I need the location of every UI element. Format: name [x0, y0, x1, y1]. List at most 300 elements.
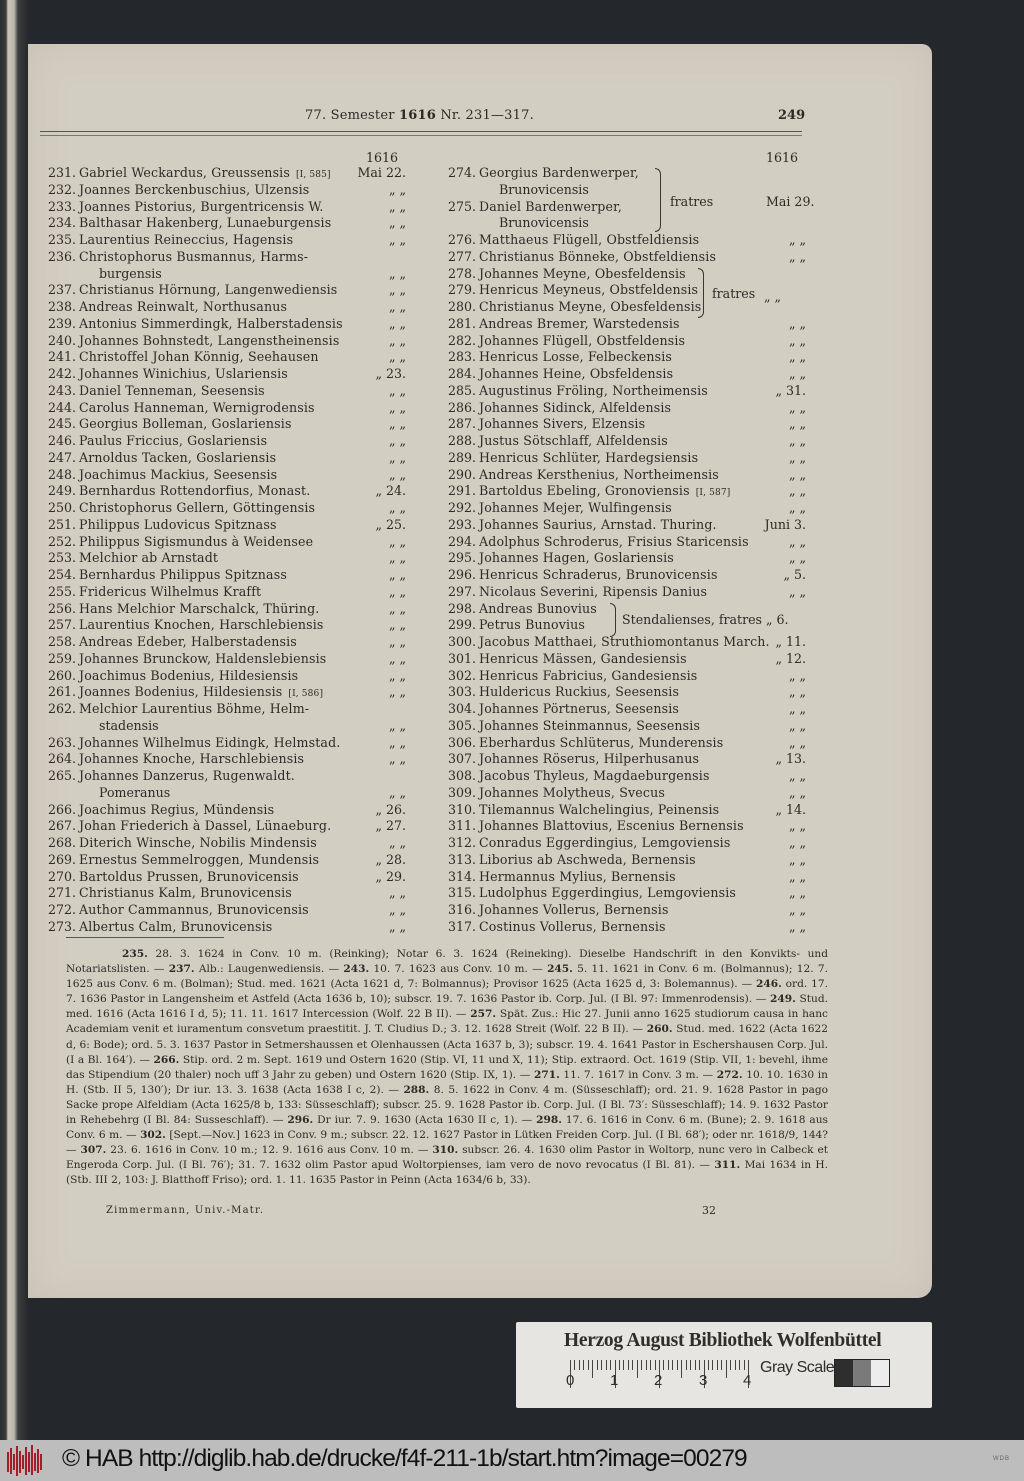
- entry-number: 260.: [47, 667, 76, 683]
- register-entry: [438, 651, 806, 668]
- student-name: Johannes Heine, Obsfeldensis: [479, 366, 674, 381]
- register-entry: [38, 450, 406, 467]
- matriculation-date: „ „: [388, 181, 406, 197]
- register-entry: [438, 249, 806, 266]
- student-name: Matthaeus Flügell, Obstfeldiensis: [479, 232, 700, 247]
- scanned-page: [28, 44, 932, 1298]
- register-entry: [438, 266, 806, 283]
- ruler-tick: [606, 1360, 607, 1370]
- register-entry: [38, 701, 406, 735]
- entry-number: 317.: [447, 918, 476, 934]
- ruler-tick: [628, 1360, 629, 1370]
- student-name: Costinus Vollerus, Bernensis: [479, 918, 666, 934]
- footnotes: [66, 947, 828, 1189]
- matriculation-date: „ „: [388, 650, 406, 666]
- student-name: Andreas Kersthenius, Northeimensis: [479, 466, 719, 482]
- matriculation-date: „ „: [788, 550, 806, 566]
- matriculation-date: „ „: [388, 416, 406, 432]
- entry-number: 258.: [47, 634, 76, 649]
- student-name: Bernhardus Rottendorfius, Monast.: [79, 483, 311, 499]
- hab-logo-icon: [5, 1443, 47, 1477]
- register-entry: [38, 584, 406, 601]
- matriculation-date: „ „: [388, 550, 406, 566]
- entry-number: 303.: [447, 684, 476, 700]
- register-entry: [38, 366, 406, 383]
- entry-number: 289.: [447, 449, 476, 465]
- entry-number: 279.: [447, 282, 476, 298]
- footnote-number: 296.: [287, 1114, 314, 1127]
- matriculation-date: „ „: [388, 299, 406, 314]
- volume-reference: [I, 587]: [695, 488, 731, 499]
- matriculation-date: „ 23.: [375, 366, 406, 381]
- brace-note-278-280: fratres: [712, 286, 756, 301]
- register-entry: [438, 751, 806, 768]
- student-name: Andreas Bremer, Warstedensis: [479, 315, 680, 331]
- gray-scale-label: Gray Scale: [760, 1359, 835, 1376]
- register-entry: [438, 450, 806, 467]
- entry-number: 294.: [447, 533, 476, 549]
- register-entry: [438, 718, 806, 735]
- student-name: Joannes Pistorius, Burgentricensis W.: [79, 198, 324, 214]
- matriculation-date: „ „: [388, 282, 406, 298]
- register-entry: [438, 232, 806, 249]
- register-entry: [38, 232, 406, 249]
- entry-number: 292.: [447, 500, 476, 515]
- ruler-tick: [601, 1360, 602, 1370]
- matriculation-date: „ „: [388, 751, 406, 767]
- register-entry: [38, 500, 406, 517]
- ruler-tick: [663, 1360, 664, 1370]
- ruler-tick: [637, 1360, 638, 1378]
- student-name: Balthasar Hakenberg, Lunaeburgensis: [79, 215, 332, 231]
- matriculation-date: „ „: [788, 583, 806, 599]
- footnote-text: 17. 6. 1616 in Conv. 6 m. (Bune); 2. 9. 1618 aus Conv. 6 m. —: [66, 1114, 828, 1142]
- ruler-tick: [677, 1360, 678, 1370]
- student-name: Ludolphus Eggerdingius, Lemgoviensis: [479, 885, 737, 901]
- matriculation-date: „ 28.: [375, 851, 406, 867]
- matriculation-date: „ „: [788, 533, 806, 549]
- matriculation-date: „ „: [388, 717, 406, 733]
- matriculation-date: „ „: [388, 215, 406, 231]
- ruler-tick: [668, 1360, 669, 1370]
- student-name: Melchior Laurentius Böhme, Helm-: [79, 701, 310, 716]
- matriculation-date: „ „: [788, 483, 806, 499]
- register-entry: [38, 902, 406, 919]
- matriculation-date: „ „: [788, 399, 806, 415]
- ruler-tick: [655, 1360, 656, 1370]
- register-entry: [38, 383, 406, 400]
- matriculation-date: „ „: [788, 851, 806, 867]
- entry-number: 314.: [447, 868, 476, 884]
- entry-number: 276.: [447, 232, 476, 247]
- matriculation-date: „ „: [788, 248, 806, 264]
- left-column-register: [38, 148, 406, 936]
- year-header: 1616: [365, 150, 398, 165]
- matriculation-date: „ „: [788, 885, 806, 901]
- matriculation-date: „ 13.: [775, 751, 806, 767]
- matriculation-date: „ „: [388, 784, 406, 800]
- entry-number: 247.: [47, 449, 76, 465]
- student-name: Johannes Pörtnerus, Seesensis: [479, 701, 680, 716]
- footnote-number: 235.: [122, 948, 148, 960]
- entry-number: 310.: [447, 801, 476, 817]
- entry-number: 288.: [447, 433, 476, 448]
- student-name: Johannes Sidinck, Alfeldensis: [479, 399, 672, 415]
- gray-swatch-dark: [835, 1360, 853, 1386]
- register-entry: [38, 735, 406, 752]
- register-entry: [38, 299, 406, 316]
- footnote-text: 23. 6. 1616 in Conv. 10 m.; 12. 9. 1616 aus Conv. 10 m. —: [110, 1144, 429, 1157]
- student-name: Johannes Mejer, Wulfingensis: [479, 500, 672, 515]
- student-name: Christianus Kalm, Brunovicensis: [79, 885, 292, 901]
- entry-number: 241.: [47, 349, 76, 365]
- brace-date-274-275: Mai 29.: [766, 194, 815, 209]
- entry-number: 297.: [447, 583, 476, 599]
- register-entry: [38, 835, 406, 852]
- printer-line: Zimmermann, Univ.-Matr.: [106, 1205, 265, 1216]
- matriculation-date: „ „: [788, 868, 806, 884]
- matriculation-date: „ „: [788, 684, 806, 700]
- entry-number: 253.: [47, 550, 76, 566]
- matriculation-date: „ 12.: [775, 650, 806, 666]
- running-head: [28, 108, 932, 128]
- entry-number: 237.: [47, 282, 76, 298]
- student-name: Jacobus Thyleus, Magdaeburgensis: [479, 768, 710, 783]
- entry-number: 273.: [47, 918, 76, 934]
- matriculation-date: „ 5.: [783, 567, 806, 582]
- register-entry: [38, 550, 406, 567]
- matriculation-date: „ „: [388, 667, 406, 683]
- entry-number: 254.: [47, 567, 76, 582]
- footnote-text: 10. 7. 1623 aus Conv. 10 m. —: [373, 963, 543, 976]
- entry-number: 301.: [447, 650, 476, 666]
- register-entry: [438, 869, 806, 886]
- ruler-tick: [739, 1360, 740, 1370]
- entry-number: 256.: [47, 600, 76, 616]
- footnote-number: 237.: [168, 963, 195, 976]
- entry-number: 272.: [47, 902, 76, 917]
- student-name: Fridericus Wilhelmus Krafft: [79, 583, 262, 599]
- student-name: Johannes Brunckow, Haldenslebiensis: [79, 650, 327, 666]
- matriculation-date: „ 24.: [375, 483, 406, 499]
- entry-number: 234.: [47, 215, 76, 231]
- register-entry: [38, 199, 406, 216]
- footnote-number: 271.: [533, 1068, 560, 1081]
- register-entry: [38, 684, 406, 701]
- ruler-tick: [721, 1360, 722, 1370]
- register-entry: [38, 869, 406, 886]
- matriculation-date: „ „: [788, 315, 806, 331]
- student-name: Ernestus Semmelroggen, Mundensis: [79, 851, 320, 867]
- register-entry: [38, 165, 406, 182]
- footnote-number: 246.: [755, 978, 782, 991]
- matriculation-date: „ „: [788, 768, 806, 783]
- register-entry: [438, 735, 806, 752]
- ruler-tick: [619, 1360, 620, 1370]
- register-entry: [438, 400, 806, 417]
- entry-number: 300.: [447, 634, 476, 649]
- gray-swatch-light: [871, 1360, 889, 1386]
- register-entry: [438, 333, 806, 350]
- entry-number: 231.: [47, 165, 76, 180]
- register-entry: [438, 433, 806, 450]
- register-entry: [38, 349, 406, 366]
- student-name: Antonius Simmerdingk, Halberstadensis: [79, 315, 343, 331]
- matriculation-date: „ „: [788, 667, 806, 683]
- entry-number: 283.: [447, 349, 476, 365]
- entry-number: 311.: [447, 818, 476, 834]
- register-entry: [438, 768, 806, 785]
- matriculation-date: „ „: [388, 349, 406, 365]
- header-rule: [40, 131, 802, 136]
- entry-number: 281.: [447, 315, 476, 331]
- running-head-title: 77. Semester 1616 Nr. 231—317.: [305, 108, 534, 123]
- register-entry: [438, 500, 806, 517]
- student-name: Jacobus Matthaei, Struthiomontanus March.: [479, 634, 770, 649]
- matriculation-date: „ „: [788, 466, 806, 482]
- footnote-text: 5. 11. 1621 in Conv. 6 m. (Bolmannus); 12. 7. 1625 aus Conv. 6 m. (Bolman); Stud. med. 1621 (Acta 1621 d, 7: Bolmannus); Provisor 1625 (Acta 1625 d, 3: Bolemannus). —: [66, 963, 828, 991]
- matriculation-date: „ „: [788, 734, 806, 750]
- ruler-tick: [672, 1360, 673, 1370]
- entry-number: 296.: [447, 567, 476, 582]
- student-name: Henricus Mässen, Gandesiensis: [479, 650, 687, 666]
- matriculation-date: „ „: [388, 500, 406, 515]
- register-entry: [38, 919, 406, 936]
- matriculation-date: „ „: [388, 918, 406, 934]
- student-name: Christianus Meyne, Obesfeldensis: [479, 299, 702, 314]
- footnote-number: 310.: [432, 1144, 459, 1157]
- register-entry: [38, 802, 406, 819]
- register-entry: [38, 668, 406, 685]
- entry-number: 282.: [447, 332, 476, 348]
- matriculation-date: „ „: [788, 500, 806, 515]
- register-entry: [38, 249, 406, 283]
- entry-number: 265.: [47, 768, 76, 783]
- student-name: Christophorus Busmannus, Harms-: [79, 248, 309, 264]
- student-name: Georgius Bardenwerper,: [479, 165, 639, 180]
- entry-number: 290.: [447, 466, 476, 482]
- matriculation-date: Juni 3.: [764, 516, 806, 532]
- matriculation-date: „ „: [388, 617, 406, 633]
- entry-number: 240.: [47, 332, 76, 348]
- register-entry: [38, 651, 406, 668]
- student-name: Gabriel Weckardus, Greussensis [I, 585]: [79, 165, 331, 180]
- ruler-tick: [597, 1360, 598, 1370]
- register-entry: [38, 517, 406, 534]
- student-name: Johannes Bohnstedt, Langenstheinensis: [79, 332, 340, 348]
- ruler-tick: [717, 1360, 718, 1370]
- register-entry: [38, 818, 406, 835]
- student-name: Johannes Hagen, Goslariensis: [479, 550, 674, 566]
- entry-number: 233.: [47, 198, 76, 214]
- ruler-number-0: 0: [566, 1372, 575, 1389]
- entry-number: 274.: [447, 165, 476, 180]
- matriculation-date: „ 31.: [775, 382, 806, 398]
- matriculation-date: „ 11.: [775, 634, 806, 649]
- entry-number: 257.: [47, 617, 76, 633]
- ruler-tick: [632, 1360, 633, 1370]
- student-name: Johannes Meyne, Obesfeldensis: [479, 265, 686, 281]
- student-name: Johannes Sivers, Elzensis: [479, 416, 646, 432]
- matriculation-date: „ „: [788, 818, 806, 834]
- right-column-register: [438, 148, 806, 936]
- footnote-number: 298.: [536, 1114, 562, 1127]
- register-entry: [38, 467, 406, 484]
- footnote-paragraph: [66, 947, 828, 1189]
- student-name: Carolus Hanneman, Wernigrodensis: [79, 399, 315, 415]
- register-entry: [438, 316, 806, 333]
- student-name: Johannes Wilhelmus Eidingk, Helmstad.: [79, 734, 341, 750]
- matriculation-date: „ „: [388, 399, 406, 415]
- entry-number: 235.: [47, 232, 76, 247]
- register-entry: [438, 802, 806, 819]
- register-entry: [38, 534, 406, 551]
- matriculation-date: „ 27.: [375, 818, 406, 834]
- brace-274-275: [655, 168, 661, 232]
- entry-number: 275.: [447, 198, 476, 214]
- student-name: Joannes Bodenius, Hildesiensis [I, 586]: [79, 684, 324, 700]
- register-entry: [38, 617, 406, 634]
- entry-number: 248.: [47, 466, 76, 482]
- register-entry: [438, 299, 806, 316]
- matriculation-date: „ 14.: [775, 801, 806, 817]
- matriculation-date: „ „: [388, 734, 406, 750]
- name-continuation: Brunovicensis: [499, 215, 589, 231]
- student-name: Diterich Winsche, Nobilis Mindensis: [79, 835, 317, 850]
- year-header: 1616: [765, 150, 798, 165]
- volume-reference: [I, 586]: [288, 689, 324, 700]
- entry-number: 307.: [447, 751, 476, 767]
- ruler-number-3: 3: [699, 1372, 708, 1389]
- entry-number: 264.: [47, 751, 76, 767]
- register-entry: [438, 534, 806, 551]
- entry-number: 259.: [47, 650, 76, 666]
- entry-number: 280.: [447, 299, 476, 314]
- entry-number: 250.: [47, 500, 76, 515]
- ruler-tick: [650, 1360, 651, 1370]
- entry-number: 236.: [47, 248, 76, 264]
- student-name: Philippus Sigismundus à Weidensee: [79, 533, 314, 549]
- footnote-text: 11. 7. 1617 in Conv. 3 m. —: [563, 1068, 714, 1081]
- entry-number: 268.: [47, 835, 76, 850]
- register-entry: [438, 634, 806, 651]
- student-name: Author Cammannus, Brunovicensis: [79, 902, 309, 917]
- ruler-tick: [610, 1360, 611, 1370]
- register-entry: [438, 885, 806, 902]
- student-name: Andreas Bunovius: [479, 600, 597, 616]
- register-entry: [38, 333, 406, 350]
- entry-number: 302.: [447, 667, 476, 683]
- entry-number: 251.: [47, 516, 76, 532]
- entry-number: 271.: [47, 885, 76, 901]
- register-entry: [438, 684, 806, 701]
- footnote-text: Alb.: Laugenwediensis. —: [198, 963, 340, 976]
- entry-number: 305.: [447, 717, 476, 733]
- footnote-number: 302.: [140, 1129, 166, 1142]
- register-entry: [438, 835, 806, 852]
- volume-reference: [I, 585]: [295, 170, 331, 180]
- student-name: Daniel Tenneman, Seesensis: [79, 382, 265, 398]
- register-entry: [438, 701, 806, 718]
- matriculation-date: „ „: [788, 918, 806, 934]
- student-name: Georgius Bolleman, Goslariensis: [79, 416, 292, 432]
- student-name: Johannes Vollerus, Bernensis: [479, 902, 669, 917]
- entry-number: 298.: [447, 600, 476, 616]
- student-name: Christianus Bönneke, Obstfeldiensis: [479, 248, 717, 264]
- matriculation-date: „ „: [788, 349, 806, 365]
- matriculation-date: „ „: [388, 567, 406, 582]
- footnote-text: Stip. ord. 2 m. Sept. 1619 und Ostern 1620 (Stip. VI, 11 und X, 11); Stip. extraord. Oct. 1619 (Stip. VII, 1: bevehl, ihme das Stipendium (20 thaler) noch uff 3 Jahr zu geben) und Ostern 1620 (Stip. IX, 1). —: [66, 1053, 828, 1081]
- student-name: Henricus Schlüter, Hardegsiensis: [479, 449, 699, 465]
- entry-number: 295.: [447, 550, 476, 566]
- matriculation-date: „ „: [388, 433, 406, 448]
- matriculation-date: „ „: [388, 634, 406, 649]
- register-entry: [438, 785, 806, 802]
- register-entry: [438, 349, 806, 366]
- register-entry: [438, 550, 806, 567]
- register-entry: [38, 282, 406, 299]
- entry-number: 277.: [447, 248, 476, 264]
- ruler-tick: [623, 1360, 624, 1370]
- entry-number: 261.: [47, 684, 76, 700]
- ruler-tick: [641, 1360, 642, 1370]
- matriculation-date: „ 29.: [375, 868, 406, 884]
- footnote-text: subscr. 26. 4. 1630 olim Pastor in Woltorp, nunc vero in Calbeck et Engeroda Corp. Jul. (I Bl. 76′); 31. 7. 1632 olim Pastor apud Woltorpienses, iam vero de novo revocatus (I Bl. 81). —: [66, 1144, 828, 1172]
- student-name: Eberhardus Schlüterus, Munderensis: [479, 734, 724, 750]
- register-entry: [438, 483, 806, 500]
- student-name: Laurentius Reineccius, Hagensis: [79, 232, 294, 247]
- entry-number: 315.: [447, 885, 476, 901]
- student-name: Johannes Molytheus, Svecus: [479, 784, 665, 800]
- register-entry: [438, 818, 806, 835]
- entry-number: 284.: [447, 366, 476, 381]
- student-name: Joachimus Mackius, Seesensis: [79, 466, 278, 482]
- student-name: Liborius ab Aschweda, Bernensis: [479, 851, 696, 867]
- corner-mark: WDB: [993, 1456, 1010, 1462]
- entry-number: 239.: [47, 315, 76, 331]
- ruler-tick: [712, 1360, 713, 1370]
- register-entry: [38, 567, 406, 584]
- student-name: Henricus Schraderus, Brunovicensis: [479, 567, 718, 582]
- footnote-number: 243.: [343, 963, 370, 976]
- ruler-tick: [690, 1360, 691, 1370]
- entry-number: 299.: [447, 617, 476, 633]
- entry-number: 244.: [47, 399, 76, 415]
- entry-number: 249.: [47, 483, 76, 499]
- register-entry: [38, 768, 406, 802]
- matriculation-date: „ „: [388, 232, 406, 247]
- ruler-tick: [708, 1360, 709, 1370]
- student-name: Johannes Knoche, Harschlebiensis: [79, 751, 305, 767]
- register-entry: [438, 366, 806, 383]
- ruler-number-2: 2: [654, 1372, 663, 1389]
- matriculation-date: „ „: [788, 449, 806, 465]
- register-entry: [438, 199, 806, 233]
- ruler-tick: [744, 1360, 745, 1370]
- student-name: Andreas Edeber, Halberstadensis: [79, 634, 297, 649]
- copyright-url-text: © HAB http://diglib.hab.de/drucke/f4f-211-1b/start.htm?image=00279: [62, 1445, 747, 1472]
- footnote-text: Stud. med. 1616 (Acta 1616 I d, 5); 11. 11. 1617 Intercession (Wolf. 22 B II). —: [66, 993, 828, 1021]
- matriculation-date: „ „: [788, 332, 806, 348]
- ruler-number-1: 1: [610, 1372, 619, 1389]
- name-continuation: Brunovicensis: [499, 181, 589, 197]
- student-name: Andreas Reinwalt, Northusanus: [79, 299, 288, 314]
- student-name: Joachimus Bodenius, Hildesiensis: [79, 667, 299, 683]
- entry-number: 313.: [447, 851, 476, 867]
- matriculation-date: „ „: [388, 684, 406, 700]
- student-name: Philippus Ludovicus Spitznass: [79, 516, 277, 532]
- register-entry: [38, 433, 406, 450]
